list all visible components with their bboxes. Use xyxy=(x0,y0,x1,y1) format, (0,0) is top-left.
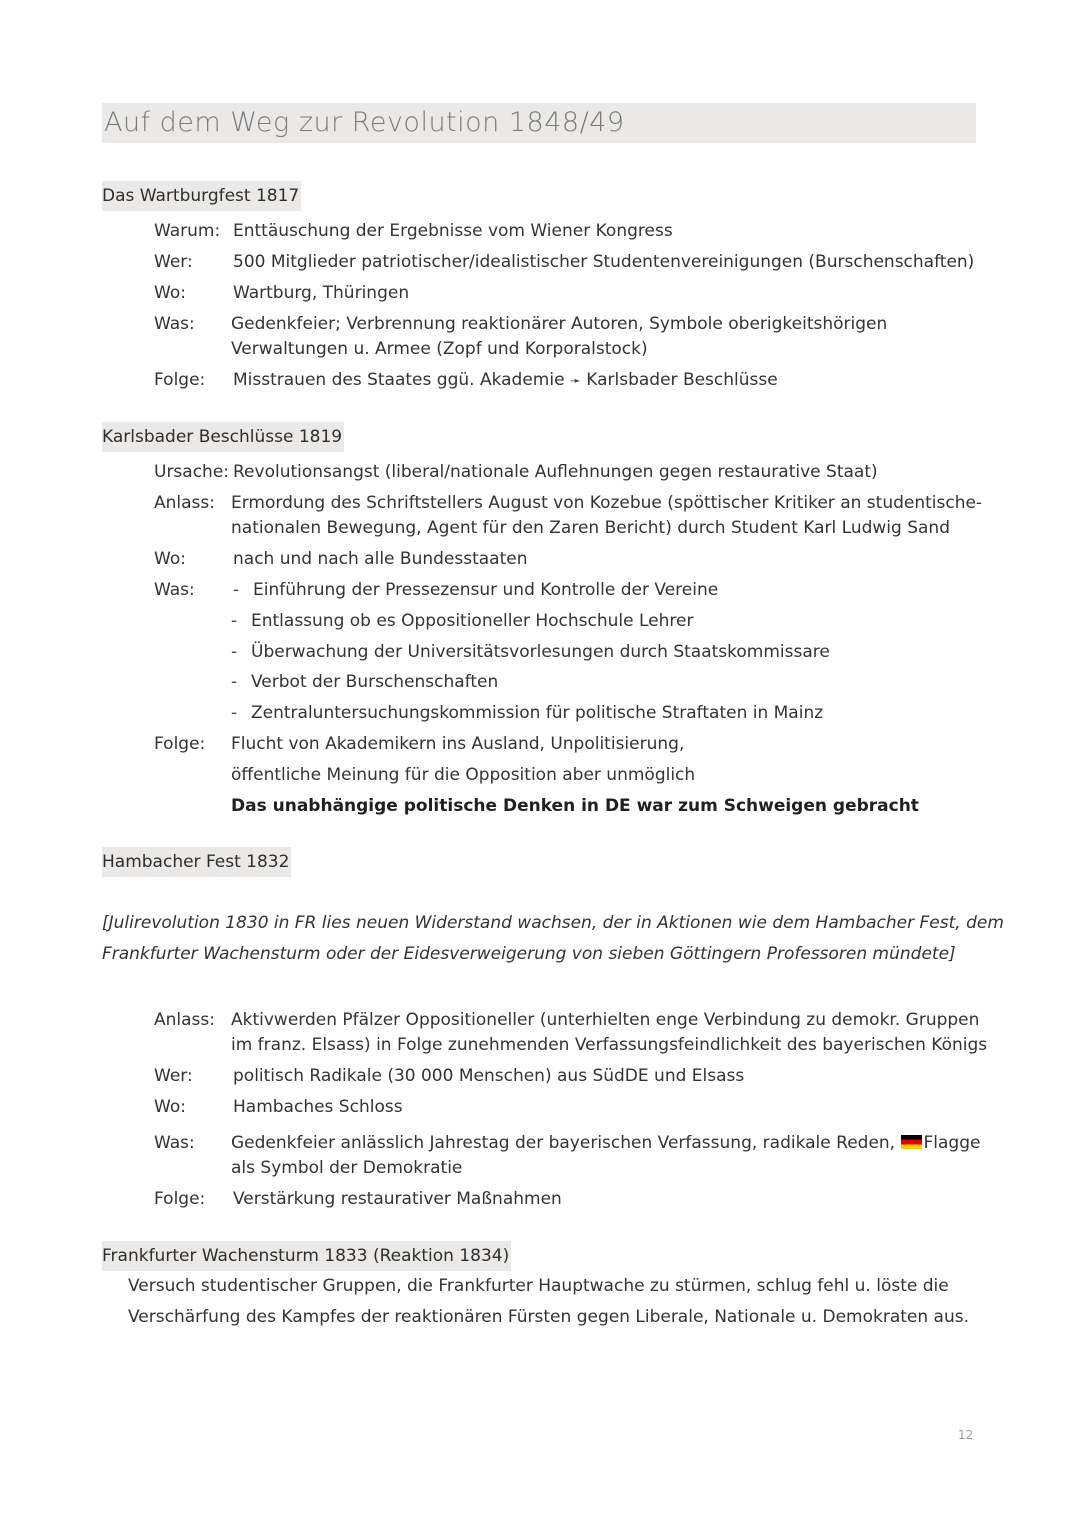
section-heading-wartburgfest: Das Wartburgfest 1817 xyxy=(102,181,301,211)
label-anlass: Anlass: xyxy=(154,1010,215,1030)
text-anlass-line-1: Ermordung des Schriftstellers August von Kozebue (spöttischer Kritiker an studentische- xyxy=(231,493,983,513)
label-was: Was: xyxy=(154,314,195,334)
label-warum: Warum: xyxy=(154,221,221,241)
text-wo: Wartburg, Thüringen xyxy=(233,283,410,303)
text-warum: Enttäuschung der Ergebnisse vom Wiener Kongress xyxy=(233,221,673,241)
text-wachensturm-line-1: Versuch studentischer Gruppen, die Frankfurter Hauptwache zu stürmen, schlug fehl u. löste die xyxy=(128,1276,949,1296)
list-bullet: - xyxy=(233,580,240,600)
label-folge: Folge: xyxy=(154,734,206,754)
text-wo: nach und nach alle Bundesstaaten xyxy=(233,549,528,569)
text-was-part-1: Gedenkfeier anlässlich Jahrestag der bayerischen Verfassung, radikale Reden, xyxy=(231,1133,896,1153)
text-anlass-line-2: im franz. Elsass) in Folge zunehmenden Verfassungsfeindlichkeit des bayerischen Königs xyxy=(231,1035,988,1055)
label-was: Was: xyxy=(154,1133,195,1153)
text-wer: politisch Radikale (30 000 Menschen) aus SüdDE und Elsass xyxy=(233,1066,745,1086)
list-bullet: - xyxy=(231,672,238,692)
list-bullet: - xyxy=(231,642,238,662)
text-was-line-1 xyxy=(231,1131,980,1156)
text-wachensturm-line-2: Verschärfung des Kampfes der reaktionären Fürsten gegen Liberale, Nationale u. Demokraten aus. xyxy=(128,1307,970,1327)
text-folge-part-2: Karlsbader Beschlüsse xyxy=(586,370,778,390)
text-anlass-line-1: Aktivwerden Pfälzer Oppositioneller (unterhielten enge Verbindung zu demokr. Gruppen xyxy=(231,1010,980,1030)
text-folge-part-1: Misstrauen des Staates ggü. Akademie xyxy=(233,370,565,390)
list-item: Verbot der Burschenschaften xyxy=(251,672,499,692)
label-wer: Wer: xyxy=(154,1066,193,1086)
list-bullet: - xyxy=(231,703,238,723)
text-was-line-1: Gedenkfeier; Verbrennung reaktionärer Autoren, Symbole oberigkeitshörigen xyxy=(231,314,888,334)
intro-line-1: [Julirevolution 1830 in FR lies neuen Widerstand wachsen, der in Aktionen wie dem Hambacher Fest, dem xyxy=(102,913,1004,933)
list-item: Überwachung der Universitätsvorlesungen durch Staatskommissare xyxy=(251,642,830,662)
text-folge-line-2: öffentliche Meinung für die Opposition aber unmöglich xyxy=(231,765,696,785)
label-folge: Folge: xyxy=(154,1189,206,1209)
list-item: Entlassung ob es Oppositioneller Hochschule Lehrer xyxy=(251,611,694,631)
text-folge: Verstärkung restaurativer Maßnahmen xyxy=(233,1189,562,1209)
label-wer: Wer: xyxy=(154,252,193,272)
text-folge xyxy=(233,368,778,394)
text-folge-conclusion: Das unabhängige politische Denken in DE war zum Schweigen gebracht xyxy=(231,796,919,816)
german-flag-icon xyxy=(901,1135,922,1149)
arrow-right-icon: ➛ xyxy=(569,374,581,389)
label-wo: Wo: xyxy=(154,549,186,569)
text-was-line-2: als Symbol der Demokratie xyxy=(231,1158,463,1178)
text-was-flag-word: Flagge xyxy=(923,1133,981,1153)
label-anlass: Anlass: xyxy=(154,493,215,513)
text-was-line-2: Verwaltungen u. Armee (Zopf und Korporalstock) xyxy=(231,339,648,359)
page-title: Auf dem Weg zur Revolution 1848/49 xyxy=(102,103,976,143)
list-item: Zentraluntersuchungskommission für politische Straftaten in Mainz xyxy=(251,703,824,723)
label-was: Was: xyxy=(154,580,195,600)
page-number: 12 xyxy=(958,1428,974,1442)
section-heading-hambacher-fest: Hambacher Fest 1832 xyxy=(102,847,291,877)
text-anlass-line-2: nationalen Bewegung, Agent für den Zaren Bericht) durch Student Karl Ludwig Sand xyxy=(231,518,950,538)
text-wer: 500 Mitglieder patriotischer/idealistischer Studentenvereinigungen (Burschenschaften) xyxy=(233,252,975,272)
text-ursache: Revolutionsangst (liberal/nationale Auflehnungen gegen restaurative Staat) xyxy=(233,462,878,482)
text-folge-line-1: Flucht von Akademikern ins Ausland, Unpolitisierung, xyxy=(231,734,685,754)
section-heading-karlsbader-beschluesse: Karlsbader Beschlüsse 1819 xyxy=(102,422,344,452)
intro-line-2: Frankfurter Wachensturm oder der Eidesverweigerung von sieben Göttingern Professoren mündete] xyxy=(102,944,956,964)
section-heading-frankfurter-wachensturm: Frankfurter Wachensturm 1833 (Reaktion 1834) xyxy=(102,1241,511,1271)
label-wo: Wo: xyxy=(154,283,186,303)
text-wo: Hambaches Schloss xyxy=(233,1097,403,1117)
list-bullet: - xyxy=(231,611,238,631)
label-ursache: Ursache: xyxy=(154,462,230,482)
label-folge: Folge: xyxy=(154,370,206,390)
list-item: Einführung der Pressezensur und Kontrolle der Vereine xyxy=(253,580,719,600)
label-wo: Wo: xyxy=(154,1097,186,1117)
